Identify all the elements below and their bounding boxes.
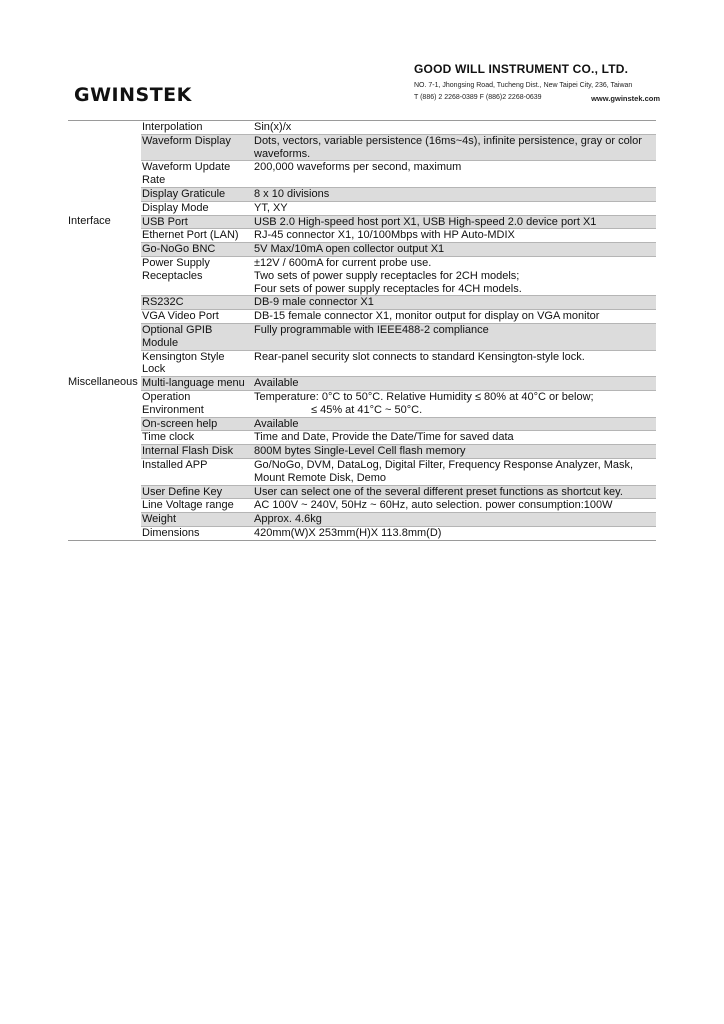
spec-value	[252, 295, 656, 309]
spec-key-line: Multi-language menu	[142, 377, 245, 390]
spec-value-line: 800M bytes Single-Level Cell flash memory	[254, 445, 466, 458]
spec-key-line: Weight	[142, 513, 177, 526]
spec-value-line: Approx. 4.6kg	[254, 513, 322, 526]
spec-row	[68, 201, 656, 215]
spec-category	[68, 485, 141, 499]
spec-table	[68, 120, 656, 541]
spec-key	[141, 242, 252, 256]
spec-value-line: ≤ 45% at 41°C ~ 50°C.	[311, 403, 423, 416]
spec-value-line: YT, XY	[254, 201, 288, 214]
spec-row	[68, 215, 656, 229]
spec-key	[141, 134, 252, 161]
spec-value-line: AC 100V ~ 240V, 50Hz ~ 60Hz, auto selection. power consumption:100W	[254, 499, 613, 512]
spec-category	[68, 444, 141, 458]
spec-key	[141, 201, 252, 215]
spec-category	[68, 458, 141, 485]
spec-value	[252, 242, 656, 256]
spec-key-line: On-screen help	[142, 417, 218, 430]
spec-value	[252, 512, 656, 526]
spec-value-line: USB 2.0 High-speed host port X1, USB High-speed 2.0 device port X1	[254, 215, 597, 228]
spec-category: Miscellaneous	[68, 376, 141, 390]
spec-key	[141, 309, 252, 323]
spec-key	[141, 526, 252, 540]
spec-category	[68, 121, 141, 134]
spec-value-line: Fully programmable with IEEE488-2 compliance	[254, 323, 489, 336]
spec-key-line: VGA Video Port	[142, 310, 219, 323]
spec-row	[68, 256, 656, 295]
spec-value-line: DB-9 male connector X1	[254, 296, 374, 309]
spec-row	[68, 323, 656, 350]
spec-value-line: Mount Remote Disk, Demo	[254, 471, 387, 484]
spec-key	[141, 444, 252, 458]
spec-row	[68, 417, 656, 431]
spec-category	[68, 309, 141, 323]
spec-value	[252, 485, 656, 499]
spec-key-line: USB Port	[142, 215, 188, 228]
spec-key-line: Internal Flash Disk	[142, 445, 234, 458]
spec-key	[141, 215, 252, 229]
spec-value-line: waveforms.	[254, 147, 311, 160]
spec-value	[252, 390, 656, 417]
spec-row	[68, 121, 656, 134]
spec-category	[68, 526, 141, 540]
spec-key	[141, 430, 252, 444]
spec-key-line: Dimensions	[142, 526, 200, 539]
spec-category	[68, 256, 141, 295]
spec-value	[252, 526, 656, 540]
spec-row	[68, 309, 656, 323]
company-contact	[414, 94, 660, 103]
spec-key	[141, 512, 252, 526]
spec-value-line: User can select one of the several different preset functions as shortcut key.	[254, 485, 623, 498]
spec-key	[141, 121, 252, 134]
spec-row	[68, 242, 656, 256]
spec-category	[68, 160, 141, 187]
spec-row	[68, 295, 656, 309]
spec-key	[141, 390, 252, 417]
company-info	[414, 62, 660, 103]
spec-value-line: Two sets of power supply receptacles for 2CH models;	[254, 269, 520, 282]
spec-value	[252, 256, 656, 295]
spec-key-line: Display Mode	[142, 201, 209, 214]
spec-key	[141, 295, 252, 309]
spec-key-line: Line Voltage range	[142, 499, 234, 512]
spec-value-line: Available	[254, 377, 299, 390]
spec-category: Interface	[68, 215, 141, 229]
spec-key-line: Operation	[142, 390, 191, 403]
spec-value	[252, 350, 656, 377]
spec-category	[68, 430, 141, 444]
spec-value	[252, 444, 656, 458]
spec-row	[68, 444, 656, 458]
spec-value	[252, 309, 656, 323]
spec-key	[141, 485, 252, 499]
spec-row	[68, 134, 656, 161]
spec-key-line: Module	[142, 336, 179, 349]
spec-key	[141, 187, 252, 201]
spec-key	[141, 160, 252, 187]
spec-value-line: 200,000 waveforms per second, maximum	[254, 161, 462, 174]
spec-value-line: Rear-panel security slot connects to standard Kensington-style lock.	[254, 350, 585, 363]
spec-value-line: ±12V / 600mA for current probe use.	[254, 256, 432, 269]
spec-row	[68, 526, 656, 540]
spec-row	[68, 498, 656, 512]
spec-value-line: Temperature: 0°C to 50°C. Relative Humidity ≤ 80% at 40°C or below;	[254, 390, 594, 403]
spec-key	[141, 228, 252, 242]
spec-category	[68, 417, 141, 431]
spec-value	[252, 323, 656, 350]
spec-category	[68, 512, 141, 526]
spec-key	[141, 417, 252, 431]
spec-value	[252, 417, 656, 431]
spec-value-line: 5V Max/10mA open collector output X1	[254, 243, 445, 256]
spec-key-line: Kensington Style	[142, 350, 225, 363]
spec-value	[252, 134, 656, 161]
spec-key	[141, 376, 252, 390]
spec-key-line: Lock	[142, 363, 166, 376]
spec-key-line: Ethernet Port (LAN)	[142, 229, 239, 242]
company-phone-fax: T (886) 2 2268-0389 F (886)2 2268-0639	[414, 94, 542, 101]
spec-value	[252, 498, 656, 512]
brand-logo: GWINSTEK	[74, 84, 192, 106]
spec-row	[68, 160, 656, 187]
spec-category	[68, 242, 141, 256]
spec-category	[68, 228, 141, 242]
spec-value-line: Go/NoGo, DVM, DataLog, Digital Filter, Frequency Response Analyzer, Mask,	[254, 458, 634, 471]
spec-category	[68, 187, 141, 201]
spec-category	[68, 134, 141, 161]
spec-key	[141, 323, 252, 350]
spec-key-line: Rate	[142, 174, 166, 187]
spec-key-line: Environment	[142, 403, 204, 416]
spec-value-line: RJ-45 connector X1, 10/100Mbps with HP Auto-MDIX	[254, 229, 515, 242]
spec-key-line: Waveform Update	[142, 161, 231, 174]
spec-category	[68, 350, 141, 377]
spec-row	[68, 430, 656, 444]
spec-row	[68, 350, 656, 377]
spec-key-line: Optional GPIB	[142, 323, 213, 336]
spec-value-line: DB-15 female connector X1, monitor output for display on VGA monitor	[254, 310, 600, 323]
spec-key-line: Go-NoGo BNC	[142, 243, 216, 256]
spec-category	[68, 295, 141, 309]
spec-value	[252, 201, 656, 215]
spec-key-line: Time clock	[142, 431, 195, 444]
spec-category	[68, 390, 141, 417]
spec-row	[68, 228, 656, 242]
spec-value	[252, 121, 656, 134]
spec-key-line: Waveform Display	[142, 134, 231, 147]
spec-value-line: Four sets of power supply receptacles for 4CH models.	[254, 282, 522, 295]
company-name: GOOD WILL INSTRUMENT CO., LTD.	[414, 62, 629, 76]
company-website: www.gwinstek.com	[591, 94, 660, 103]
spec-value	[252, 376, 656, 390]
spec-key-line: Display Graticule	[142, 187, 226, 200]
spec-value-line: Sin(x)/x	[254, 121, 292, 133]
spec-category	[68, 201, 141, 215]
spec-value	[252, 430, 656, 444]
spec-value	[252, 215, 656, 229]
spec-key-line: Receptacles	[142, 269, 203, 282]
spec-key-line: Interpolation	[142, 121, 203, 133]
spec-category	[68, 323, 141, 350]
spec-row	[68, 187, 656, 201]
spec-key-line: Power Supply	[142, 256, 210, 269]
spec-row	[68, 390, 656, 417]
spec-key-line: Installed APP	[142, 458, 208, 471]
spec-value	[252, 458, 656, 485]
spec-value-line: Dots, vectors, variable persistence (16ms~4s), infinite persistence, gray or color	[254, 134, 642, 147]
spec-row	[68, 376, 656, 390]
spec-value-line: Available	[254, 417, 299, 430]
spec-key	[141, 458, 252, 485]
spec-row	[68, 485, 656, 499]
spec-value	[252, 160, 656, 187]
spec-key	[141, 350, 252, 377]
spec-value-line: Time and Date, Provide the Date/Time for saved data	[254, 431, 514, 444]
spec-category	[68, 498, 141, 512]
spec-value-line: 8 x 10 divisions	[254, 187, 330, 200]
spec-value-line: 420mm(W)X 253mm(H)X 113.8mm(D)	[254, 526, 442, 539]
company-address: NO. 7-1, Jhongsing Road, Tucheng Dist., New Taipei City, 236, Taiwan	[414, 82, 633, 89]
spec-row	[68, 458, 656, 485]
spec-key	[141, 256, 252, 295]
spec-key-line: RS232C	[142, 296, 184, 309]
spec-value	[252, 187, 656, 201]
spec-row	[68, 512, 656, 526]
spec-key-line: User Define Key	[142, 485, 223, 498]
spec-key	[141, 498, 252, 512]
spec-value	[252, 228, 656, 242]
